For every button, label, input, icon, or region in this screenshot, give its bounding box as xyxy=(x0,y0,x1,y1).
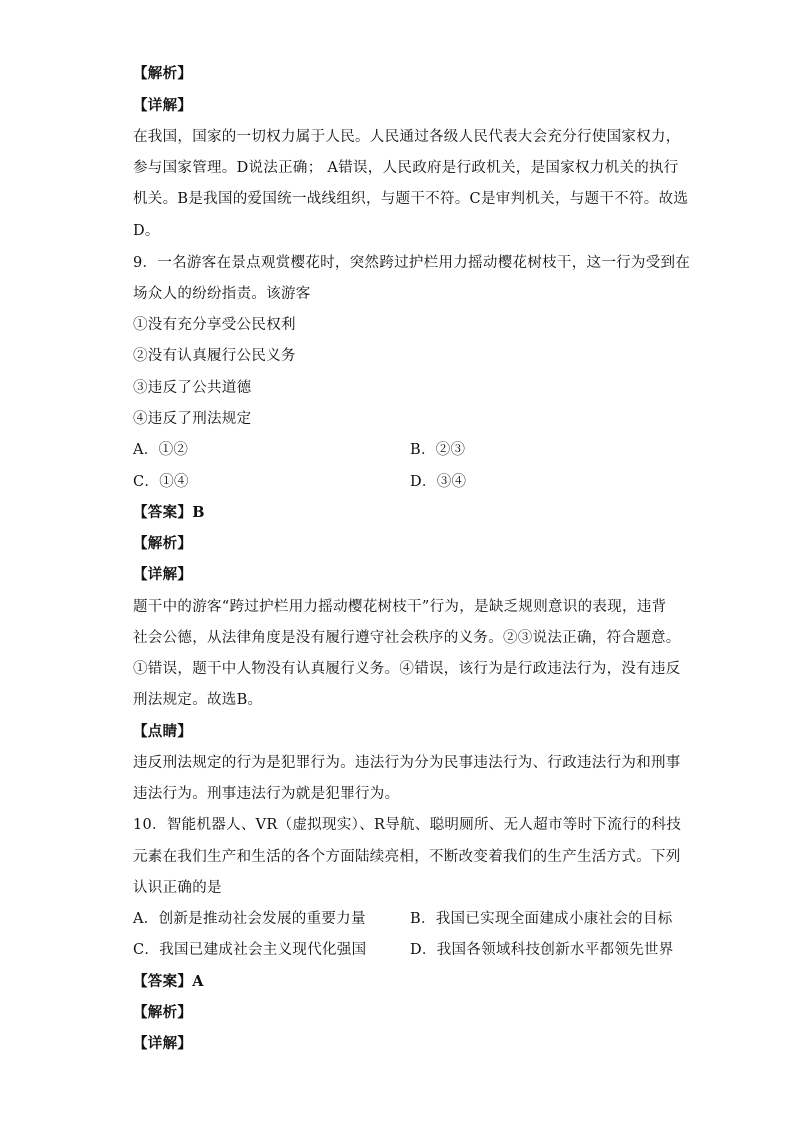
option-a: A．创新是推动社会发展的重要力量 xyxy=(133,911,366,927)
detail-label: 【详解】 xyxy=(133,97,193,114)
answer-line: 【答案】B xyxy=(133,504,205,521)
option-d: D．我国各领域科技创新水平都领先世界 xyxy=(410,942,674,958)
option-d: D．③④ xyxy=(410,474,467,490)
question-stem: 场众人的纷纷指责。该游客 xyxy=(133,286,311,302)
tip-label: 【点睛】 xyxy=(133,723,193,740)
statement: ④违反了刑法规定 xyxy=(133,411,252,427)
analysis-label: 【解析】 xyxy=(133,65,193,82)
detail-line: 参与国家管理。D说法正确； A错误，人民政府是行政机关，是国家权力机关的执行 xyxy=(133,160,679,176)
detail-line: 机关。B是我国的爱国统一战线组织，与题干不符。C是审判机关，与题干不符。故选 xyxy=(133,191,689,207)
option-b: B．②③ xyxy=(410,442,466,458)
detail-line: D。 xyxy=(133,223,160,239)
analysis-label: 【解析】 xyxy=(133,1004,193,1021)
question-stem: 10．智能机器人、VR（虚拟现实）、R导航、聪明厕所、无人超市等时下流行的科技 xyxy=(133,817,682,833)
question-stem: 元素在我们生产和生活的各个方面陆续亮相，不断改变着我们的生产生活方式。下列 xyxy=(133,849,681,865)
statement: ②没有认真履行公民义务 xyxy=(133,348,296,364)
detail-line: 在我国，国家的一切权力属于人民。人民通过各级人民代表大会充分行使国家权力， xyxy=(133,129,681,145)
question-stem: 9．一名游客在景点观赏樱花时，突然跨过护栏用力摇动樱花树枝干，这一行为受到在 xyxy=(133,255,691,271)
option-c: C．我国已建成社会主义现代化强国 xyxy=(133,942,367,958)
detail-line: 题干中的游客“跨过护栏用力摇动樱花树枝干”行为，是缺乏规则意识的表现，违背 xyxy=(133,599,667,615)
option-c: C．①④ xyxy=(133,474,189,490)
option-b: B．我国已实现全面建成小康社会的目标 xyxy=(410,911,673,927)
analysis-label: 【解析】 xyxy=(133,535,193,552)
detail-line: 社会公德，从法律角度是没有履行遵守社会秩序的义务。②③说法正确，符合题意。 xyxy=(133,630,681,646)
answer-line: 【答案】A xyxy=(133,973,204,990)
question-stem: 认识正确的是 xyxy=(133,880,222,896)
statement: ③违反了公共道德 xyxy=(133,380,252,396)
statement: ①没有充分享受公民权利 xyxy=(133,317,296,333)
detail-label: 【详解】 xyxy=(133,566,193,583)
detail-line: 刑法规定。故选B。 xyxy=(133,692,263,708)
option-a: A．①② xyxy=(133,442,189,458)
detail-label: 【详解】 xyxy=(133,1035,193,1052)
tip-line: 违反刑法规定的行为是犯罪行为。违法行为分为民事违法行为、行政违法行为和刑事 xyxy=(133,755,681,771)
detail-line: ①错误，题干中人物没有认真履行义务。④错误，该行为是行政违法行为，没有违反 xyxy=(133,661,681,677)
tip-line: 违法行为。刑事违法行为就是犯罪行为。 xyxy=(133,786,400,802)
